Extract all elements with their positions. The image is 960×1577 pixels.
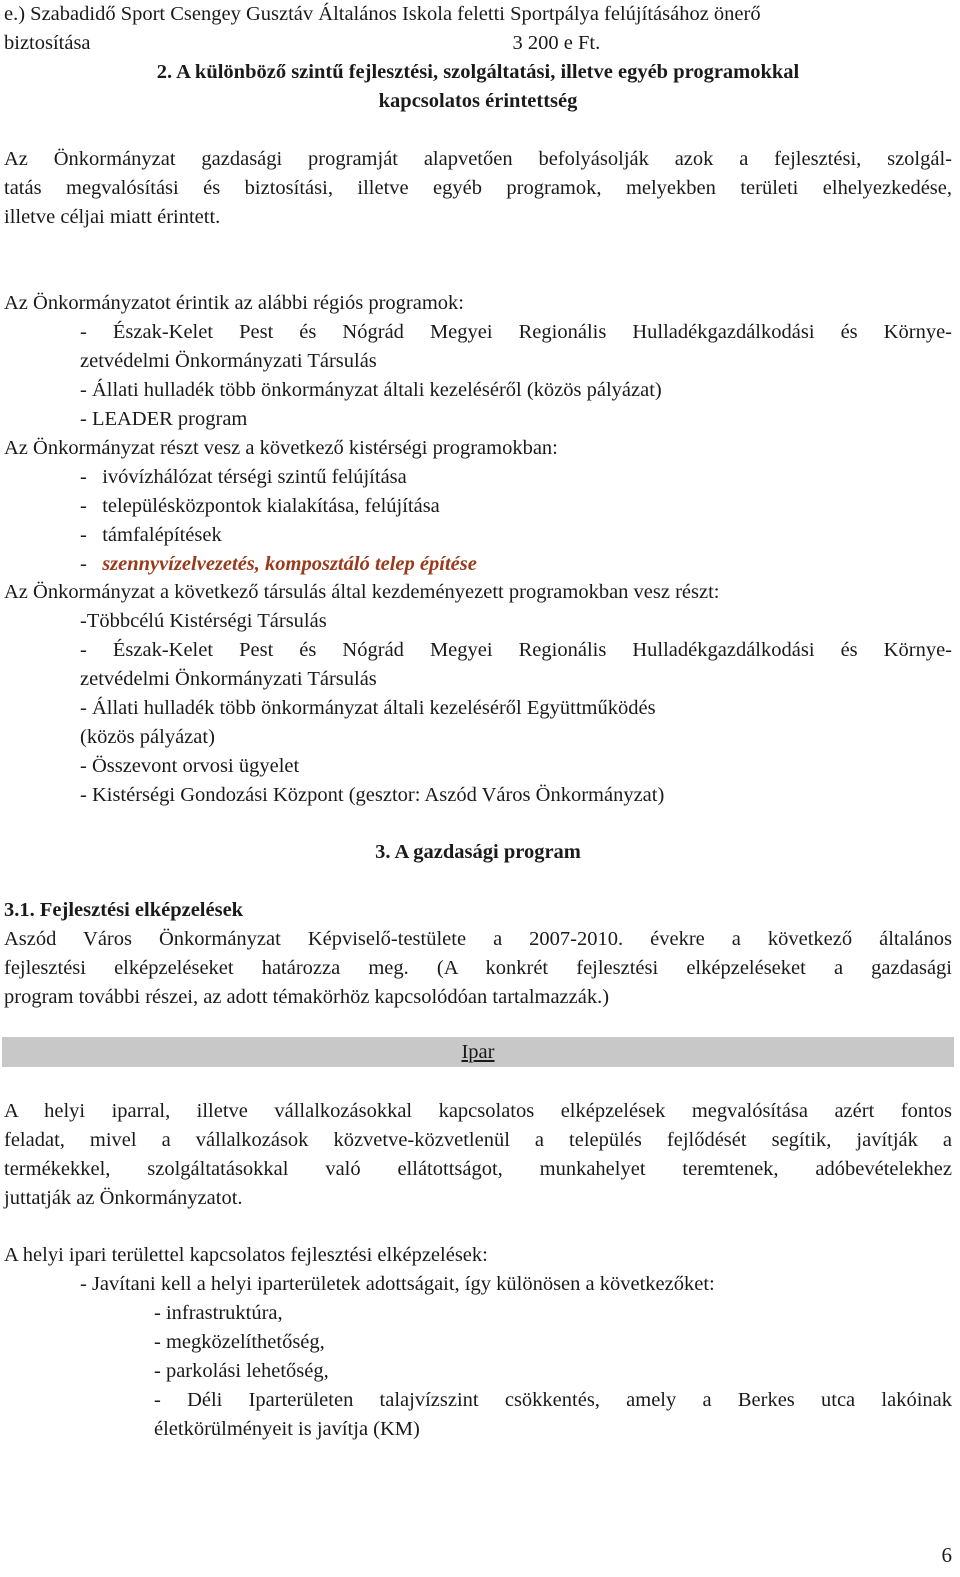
- paragraph-line: program további részei, az adott témakörhöz kapcsolódóan tartalmazzák.): [4, 986, 610, 1008]
- ipar-heading: Ipar: [461, 1041, 495, 1063]
- association-programs: [4, 578, 952, 810]
- item-e: [4, 0, 952, 58]
- section-3-1-title: 3.1. Fejlesztési elképzelések: [4, 899, 244, 921]
- highlight-text: szennyvízelvezetés, komposztáló telep építése: [102, 553, 477, 575]
- highlight-dash: -: [80, 553, 103, 575]
- association-item-4: - Összevont orvosi ügyelet: [80, 755, 300, 777]
- regional-intro: Az Önkormányzatot érintik az alábbi régiós programok:: [4, 292, 464, 314]
- section-3-1: [4, 896, 952, 1012]
- item-e-line1: e.) Szabadidő Sport Csengey Gusztáv Általános Iskola feletti Sportpálya felújításához önerő: [4, 3, 761, 25]
- section-2-title-line2: kapcsolatos érintettség: [378, 90, 578, 112]
- regional-item-1: - Észak-Kelet Pest és Nógrád Megyei Regionális Hulladékgazdálkodási és Környe-: [80, 321, 952, 343]
- association-item-3-cont: (közös pályázat): [80, 726, 215, 748]
- association-item-5: - Kistérségi Gondozási Központ (gesztor: Aszód Város Önkormányzat): [80, 784, 665, 806]
- subregional-item: - ivóvízhálózat térségi szintű felújítása: [80, 466, 407, 488]
- paragraph-line: A helyi iparral, illetve vállalkozásokkal kapcsolatos elképzelések megvalósítása azért fontos: [4, 1100, 952, 1122]
- association-item-1: -Többcélú Kistérségi Társulás: [80, 610, 327, 632]
- paragraph-line: illetve céljai miatt érintett.: [4, 206, 221, 228]
- subregional-intro: Az Önkormányzat részt vesz a következő kistérségi programokban:: [4, 437, 558, 459]
- section-3-title: 3. A gazdasági program: [375, 841, 581, 863]
- subregional-item: - támfalépítések: [80, 524, 222, 546]
- paragraph-line: juttatják az Önkormányzatot.: [4, 1187, 243, 1209]
- ipar-list-intro: A helyi ipari területtel kapcsolatos fejlesztési elképzelések:: [4, 1244, 488, 1266]
- subregional-item: - településközpontok kialakítása, felújítása: [80, 495, 440, 517]
- paragraph-line: Az Önkormányzat gazdasági programját alapvetően befolyásolják azok a fejlesztési, szolgál-: [4, 148, 952, 170]
- section-2-paragraph: [4, 145, 952, 232]
- item-e-amount: 3 200 e Ft.: [512, 32, 601, 54]
- ipar-sub-item-last: - Déli Iparterületen talajvízszint csökkentés, amely a Berkes utca lakóinak: [154, 1389, 952, 1411]
- regional-item-3: - LEADER program: [80, 408, 248, 430]
- ipar-list: [4, 1241, 952, 1444]
- paragraph-line: tatás megvalósítási és biztosítási, illetve egyéb programok, melyekben területi elhelyezkedése,: [4, 177, 952, 199]
- subregional-item-highlight: [4, 550, 952, 579]
- association-item-2: - Észak-Kelet Pest és Nógrád Megyei Regionális Hulladékgazdálkodási és Környe-: [80, 639, 952, 661]
- item-e-line2: [4, 29, 952, 58]
- ipar-sub-item: - infrastruktúra,: [154, 1302, 283, 1324]
- ipar-heading-bar: [2, 1037, 954, 1067]
- ipar-paragraph: [4, 1097, 952, 1213]
- page-number: 6: [941, 1543, 952, 1567]
- paragraph-line: fejlesztési elképzeléseket határozza meg. (A konkrét fejlesztési elképzeléseket a gazdasági: [4, 957, 952, 979]
- item-e-label: biztosítása: [4, 32, 91, 54]
- regional-item-2: - Állati hulladék több önkormányzat általi kezeléséről (közös pályázat): [80, 379, 662, 401]
- association-intro: Az Önkormányzat a következő társulás által kezdeményezett programokban vesz részt:: [4, 581, 720, 603]
- ipar-sub-item: - megközelíthetőség,: [154, 1331, 325, 1353]
- association-item-3: - Állati hulladék több önkormányzat általi kezeléséről Együttműködés: [80, 697, 656, 719]
- association-item-2-cont: zetvédelmi Önkormányzati Társulás: [80, 668, 377, 690]
- paragraph-line: Aszód Város Önkormányzat Képviselő-testülete a 2007-2010. évekre a következő általános: [4, 928, 952, 950]
- ipar-sub-item: - parkolási lehetőség,: [154, 1360, 329, 1382]
- ipar-sub-item-last-cont: életkörülményeit is javítja (KM): [154, 1418, 420, 1440]
- subregional-programs: [4, 434, 952, 579]
- section-2-heading: [4, 58, 952, 116]
- ipar-list-item: - Javítani kell a helyi iparterületek adottságait, így különösen a következőket:: [80, 1273, 715, 1295]
- regional-programs: [4, 289, 952, 434]
- paragraph-line: feladat, mivel a vállalkozások közvetve-közvetlenül a település fejlődését segítik, javítják a: [4, 1129, 952, 1151]
- section-3-heading: [4, 838, 952, 867]
- paragraph-line: termékekkel, szolgáltatásokkal való ellátottságot, munkahelyet teremtenek, adóbevételekhez: [4, 1158, 952, 1180]
- section-2-title-line1: 2. A különböző szintű fejlesztési, szolgáltatási, illetve egyéb programokkal: [156, 61, 800, 83]
- regional-item-1-cont: zetvédelmi Önkormányzati Társulás: [80, 350, 377, 372]
